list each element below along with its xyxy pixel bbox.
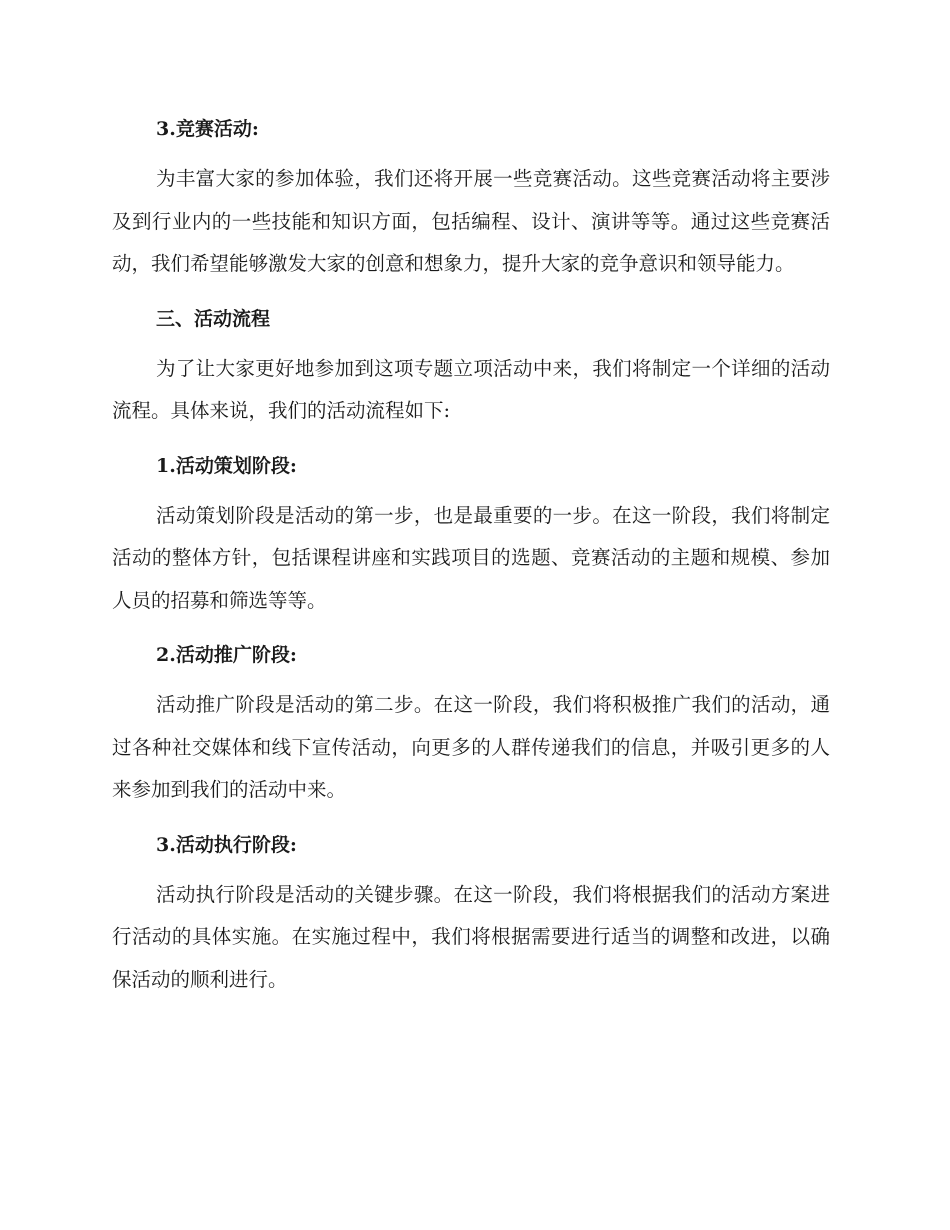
section-heading-activity-process: 三、活动流程	[156, 307, 271, 330]
paragraph-execution-stage: 活动执行阶段是活动的关键步骤。在这一阶段，我们将根据我们的活动方案进行活动的具体实施。在实施过程中，我们将根据需要进行适当的调整和改进，以确保活动的顺利进行。	[112, 882, 830, 991]
document-body	[112, 108, 830, 1001]
section-heading-execution-stage: 3.活动执行阶段:	[156, 833, 297, 856]
section-heading-planning-stage: 1.活动策划阶段:	[156, 454, 297, 477]
paragraph-promotion-stage: 活动推广阶段是活动的第二步。在这一阶段，我们将积极推广我们的活动，通过各种社交媒体和线下宣传活动，向更多的人群传递我们的信息，并吸引更多的人来参加到我们的活动中来。	[112, 693, 830, 801]
section-heading-promotion-stage: 2.活动推广阶段:	[156, 644, 297, 666]
paragraph-planning-stage: 活动策划阶段是活动的第一步，也是最重要的一步。在这一阶段，我们将制定活动的整体方针，包括课程讲座和实践项目的选题、竞赛活动的主题和规模、参加人员的招募和筛选等等。	[112, 503, 830, 612]
section-heading-competition: 3.竞赛活动:	[156, 118, 259, 140]
paragraph-activity-process: 为了让大家更好地参加到这项专题立项活动中来，我们将制定一个详细的活动流程。具体来说，我们的活动流程如下:	[112, 356, 830, 422]
paragraph-competition: 为丰富大家的参加体验，我们还将开展一些竞赛活动。这些竞赛活动将主要涉及到行业内的一些技能和知识方面，包括编程、设计、演讲等等。通过这些竞赛活动，我们希望能够激发大家的创意和想象力，提升大家的竞争意识和领导能力。	[112, 167, 830, 275]
